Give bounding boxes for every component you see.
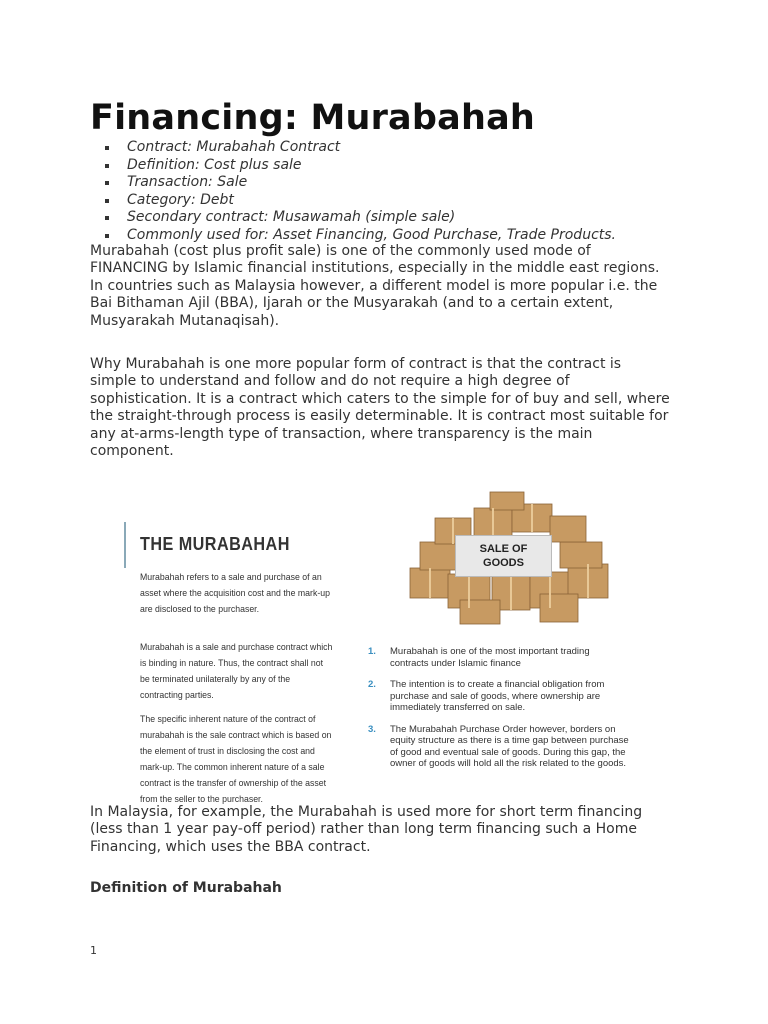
page-number: 1 (90, 944, 97, 957)
contract-summary-list (105, 139, 665, 244)
title-accent-bar (124, 522, 126, 568)
page-title: Financing: Murabahah (90, 98, 536, 138)
list-item: Commonly used for: Asset Financing, Good Purchase, Trade Products. (105, 227, 665, 245)
bullet-square-icon (105, 146, 109, 150)
popularity-paragraph: Why Murabahah is one more popular form of contract is that the contract is simple to understand and follow and do not require a high degree of sophistication. It is a contract which caters to the simple for of buy and sell, where the straight-through process is easily determinable. It is contract most suitable for any at-arms-length type of transaction, where transparency is the main component. (90, 356, 670, 460)
infographic-text: Murabahah is a sale and purchase contract which is binding in nature. Thus, the contract shall not be terminated unilaterally by any of the contracting parties. (140, 642, 333, 701)
bullet-square-icon (105, 164, 109, 168)
infographic-title: THE MURABAHAH (140, 534, 290, 554)
list-item: 2. The intention is to create a financial obligation from purchase and sale of goods, where ownership are immediately transferred on sale. (368, 679, 605, 713)
malaysia-paragraph: In Malaysia, for example, the Murabahah is used more for short term financing (less than 1 year pay-off period) rather than long term financing such a Home Financing, which uses the BBA contract. (90, 804, 643, 855)
item-number: 2. (368, 679, 376, 690)
list-item: Transaction: Sale (105, 174, 665, 192)
list-item: Category: Debt (105, 192, 665, 210)
murabahah-infographic (118, 488, 638, 805)
infographic-text: The specific inherent nature of the contract of murabahah is the sale contract which is based on the element of trust in disclosing the cost and mark-up. The common inherent nature of a sale contract is the transfer of ownership of the asset from the seller to the purchaser. (140, 714, 332, 805)
sale-of-goods-label: SALE OF GOODS (455, 535, 552, 577)
list-item: 3. The Murabahah Purchase Order however, borders on equity structure as there is a time gap between purchase of good and eventual sale of goods. During this gap, the owner of goods will hold all the risk related to the goods. (368, 723, 629, 769)
item-number: 1. (368, 646, 376, 657)
bullet-square-icon (105, 216, 109, 220)
intro-paragraph: Murabahah (cost plus profit sale) is one of the commonly used mode of FINANCING by Islamic financial institutions, especially in the middle east regions. In countries such as Malaysia however, a different model is more popular i.e. the Bai Bithaman Ajil (BBA), Ijarah or the Musyarakah (and to a certain extent, Musyarakah Mutanaqisah). (90, 243, 660, 329)
list-item: Definition: Cost plus sale (105, 157, 665, 175)
numbered-points (368, 646, 630, 780)
infographic-text: Murabahah refers to a sale and purchase of an asset where the acquisition cost and the mark-up are disclosed to the purchaser. (140, 572, 330, 615)
bullet-square-icon (105, 234, 109, 238)
section-heading: Definition of Murabahah (90, 880, 282, 896)
item-number: 3. (368, 723, 376, 735)
list-item: Secondary contract: Musawamah (simple sale) (105, 209, 665, 227)
bullet-square-icon (105, 181, 109, 185)
list-item: 1. Murabahah is one of the most important trading contracts under Islamic finance (368, 646, 590, 669)
list-item: Contract: Murabahah Contract (105, 139, 665, 157)
bullet-square-icon (105, 199, 109, 203)
